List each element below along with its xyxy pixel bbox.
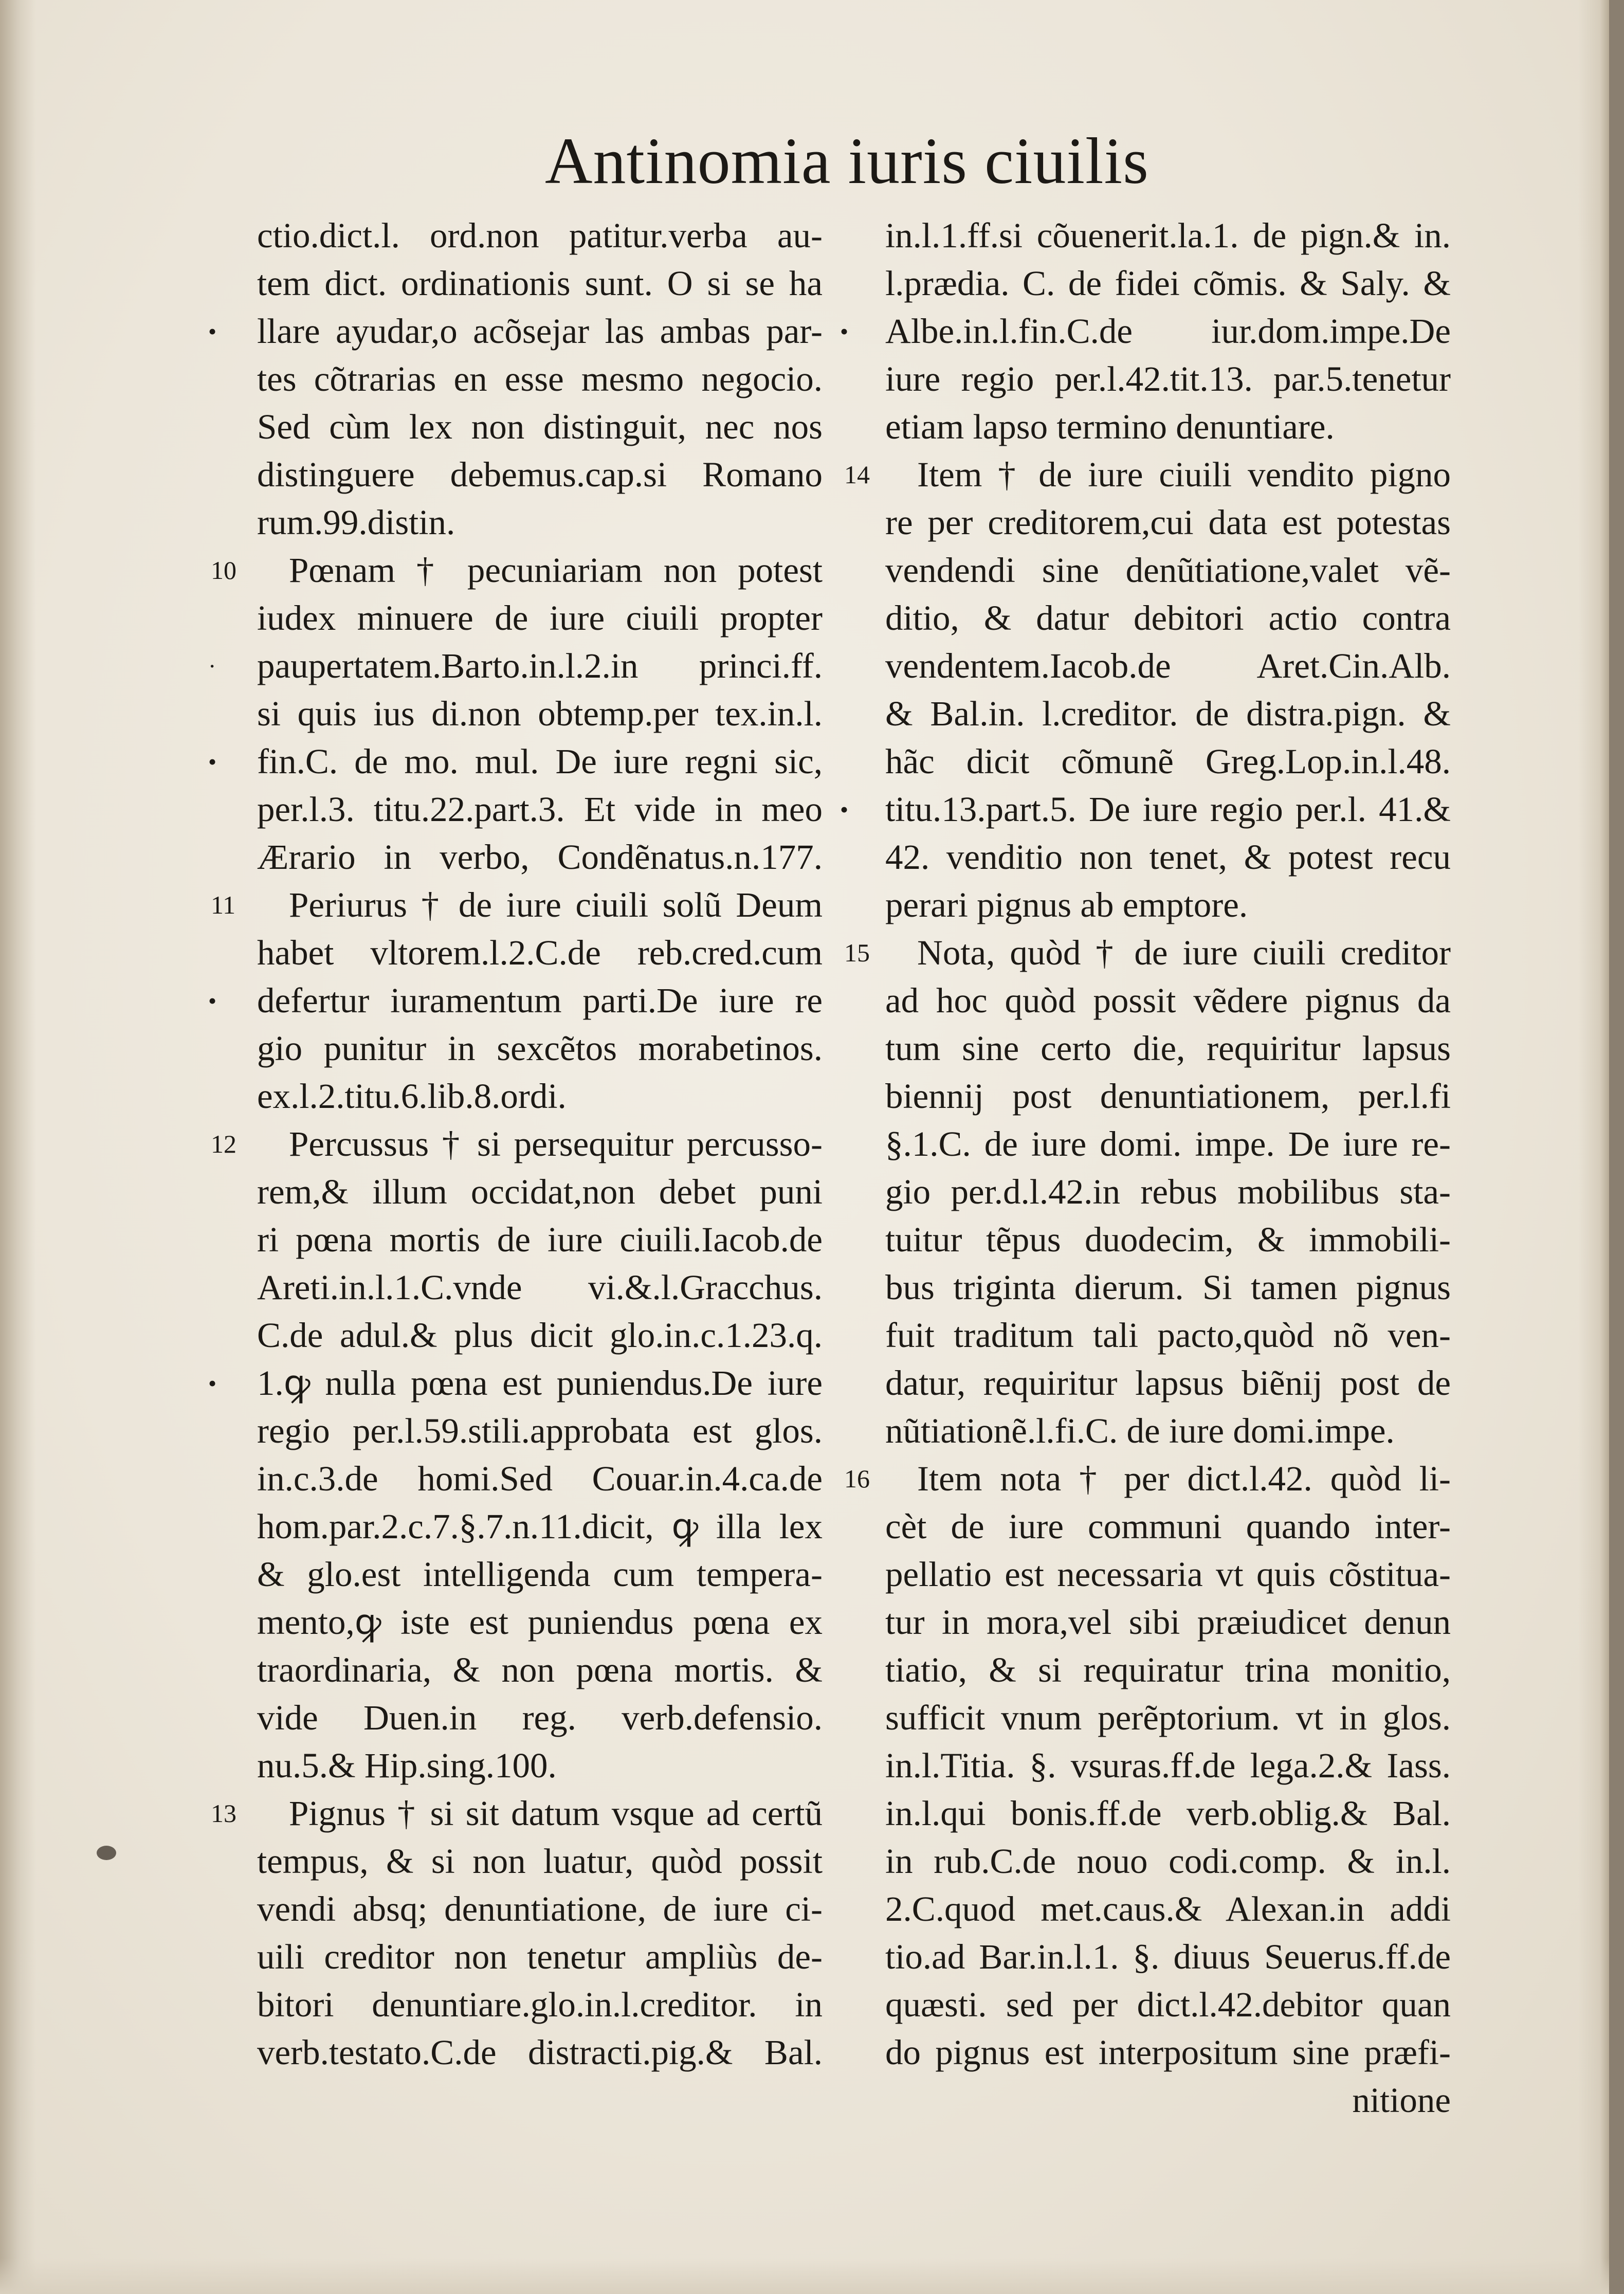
text-line — [257, 833, 823, 881]
text-line — [885, 2077, 1451, 2124]
line-text: 1.ꝙ nulla pœna est puniendus.De iure — [257, 1363, 823, 1403]
line-text: Item nota † per dict.l.42. quòd li- — [917, 1459, 1451, 1498]
text-line — [885, 1885, 1451, 1933]
line-text: & glo.est intelligenda cum tempera- — [257, 1555, 823, 1594]
line-text: in rub.C.de nouo codi.comp. & in.l. — [885, 1842, 1451, 1881]
line-text: bitori denuntiare.glo.in.l.creditor. in — [257, 1985, 823, 2024]
line-text: ex.l.2.titu.6.lib.8.ordi. — [257, 1077, 567, 1116]
text-line — [844, 451, 1451, 499]
line-text: hom.par.2.c.7.§.7.n.11.dicit, ꝙ illa lex — [257, 1507, 823, 1546]
text-line — [885, 2029, 1451, 2077]
line-text: in.c.3.de homi.Sed Couar.in.4.ca.de — [257, 1459, 823, 1498]
text-line — [257, 1168, 823, 1216]
line-text: nũtiationẽ.l.fi.C. de iure domi.impe. — [885, 1411, 1395, 1450]
line-text: do pignus est interpositum sine præfi- — [885, 2033, 1451, 2072]
line-text: sufficit vnum perẽptorium. vt in glos. — [885, 1698, 1451, 1737]
text-line — [257, 1551, 823, 1598]
line-text: gio per.d.l.42.in rebus mobilibus sta- — [885, 1172, 1451, 1211]
text-line — [257, 1694, 823, 1742]
text-line — [257, 1264, 823, 1312]
line-text: quæsti. sed per dict.l.42.debitor quan — [885, 1985, 1451, 2024]
text-line — [257, 1312, 823, 1359]
margin-mark: · — [208, 653, 216, 679]
text-line — [840, 307, 1451, 355]
line-text: rem,& illum occidat,non debet puni — [257, 1172, 823, 1211]
line-text: tio.ad Bar.in.l.1. §. diuus Seuerus.ff.de — [885, 1937, 1451, 1976]
text-line — [885, 690, 1451, 738]
line-text: vendi absq; denuntiatione, de iure ci- — [257, 1889, 823, 1928]
page-gutter-shadow — [0, 0, 36, 2294]
text-line — [257, 1407, 823, 1455]
text-line — [885, 547, 1451, 594]
text-line — [211, 1120, 823, 1168]
text-line — [208, 307, 823, 355]
text-line — [840, 786, 1451, 833]
running-head: Antinomia iuris ciuilis — [545, 124, 1149, 197]
text-line — [257, 1837, 823, 1885]
paragraph-number: 16 — [844, 1464, 870, 1493]
text-line — [885, 642, 1451, 690]
text-line — [885, 1598, 1451, 1646]
line-text: vendendi sine denũtiatione,valet vẽ- — [885, 551, 1451, 590]
text-line — [257, 499, 823, 547]
text-line — [885, 1503, 1451, 1551]
text-line — [885, 738, 1451, 786]
text-line — [844, 1455, 1451, 1503]
text-line — [885, 881, 1451, 929]
line-text: re per creditorem,cui data est potestas — [885, 503, 1451, 542]
text-line — [211, 547, 823, 594]
text-line — [257, 1455, 823, 1503]
line-text: Item † de iure ciuili vendito pigno — [917, 455, 1451, 494]
text-line — [257, 403, 823, 451]
line-text: Periurus † de iure ciuili solũ Deum — [289, 885, 823, 924]
line-text: tempus, & si non luatur, quòd possit — [257, 1842, 823, 1881]
margin-mark: • — [208, 749, 217, 775]
line-text: Albe.in.l.fin.C.de iur.dom.impe.De — [885, 312, 1451, 351]
text-line — [885, 403, 1451, 451]
text-line — [257, 1981, 823, 2029]
text-line — [885, 1120, 1451, 1168]
line-text: Pignus † si sit datum vsque ad certũ — [289, 1794, 823, 1833]
line-text: regio per.l.59.stili.approbata est glos. — [257, 1411, 823, 1450]
text-line — [885, 1646, 1451, 1694]
text-line — [885, 212, 1451, 260]
margin-mark: • — [208, 988, 217, 1014]
text-line — [885, 1072, 1451, 1120]
line-text: 42. venditio non tenet, & potest recu — [885, 838, 1451, 877]
text-line — [257, 1216, 823, 1264]
line-text: fuit traditum tali pacto,quòd nõ ven- — [885, 1316, 1451, 1355]
line-text: Ærario in verbo, Condẽnatus.n.177. — [257, 838, 823, 877]
text-line — [208, 1359, 823, 1407]
line-text: Areti.in.l.1.C.vnde vi.&.l.Gracchus. — [257, 1268, 823, 1307]
line-text: nu.5.& Hip.sing.100. — [257, 1746, 557, 1785]
text-line — [208, 642, 823, 690]
line-text: llare ayudar,o acõsejar las ambas par- — [257, 312, 823, 351]
text-line — [257, 355, 823, 403]
text-line — [211, 881, 823, 929]
line-text: datur, requiritur lapsus biẽnij post de — [885, 1363, 1451, 1403]
line-text: paupertatem.Barto.in.l.2.in princi.ff. — [257, 646, 823, 685]
line-text: ctio.dict.l. ord.non patitur.verba au- — [257, 216, 823, 255]
line-text: cèt de iure communi quando inter- — [885, 1507, 1451, 1546]
text-line — [257, 1503, 823, 1551]
margin-mark: • — [208, 318, 217, 344]
line-text: ditio, & datur debitori actio contra — [885, 598, 1451, 638]
line-text: pellatio est necessaria vt quis cõstitua- — [885, 1555, 1451, 1594]
text-line — [257, 1598, 823, 1646]
text-line — [885, 1264, 1451, 1312]
line-text: Nota, quòd † de iure ciuili creditor — [917, 933, 1451, 972]
text-line — [885, 1359, 1451, 1407]
line-text: l.prædia. C. de fidei cõmis. & Saly. & — [885, 264, 1451, 303]
line-text: tes cõtrarias en esse mesmo negocio. — [257, 359, 823, 398]
line-text: traordinaria, & non pœna mortis. & — [257, 1650, 823, 1689]
line-text: tum sine certo die, requiritur lapsus — [885, 1029, 1451, 1068]
line-text: iure regio per.l.42.tit.13. par.5.tenetur — [885, 359, 1451, 398]
line-text: & Bal.in. l.creditor. de distra.pign. & — [885, 694, 1451, 733]
line-text: vide Duen.in reg. verb.defensio. — [257, 1698, 823, 1737]
text-line — [885, 1168, 1451, 1216]
line-text: §.1.C. de iure domi. impe. De iure re- — [885, 1124, 1451, 1163]
text-line — [885, 499, 1451, 547]
paragraph-number: 11 — [211, 890, 236, 919]
line-text: ri pœna mortis de iure ciuili.Iacob.de — [257, 1220, 823, 1259]
page-edge-right — [1578, 0, 1609, 2294]
line-text: titu.13.part.5. De iure regio per.l. 41.& — [885, 790, 1451, 829]
line-text: gio punitur in sexcẽtos morabetinos. — [257, 1029, 823, 1068]
text-line — [885, 1981, 1451, 2029]
paragraph-number: 12 — [211, 1130, 236, 1158]
text-line — [885, 1742, 1451, 1790]
text-line — [257, 1933, 823, 1981]
line-text: in.l.1.ff.si cõuenerit.la.1. de pign.& in. — [885, 216, 1451, 255]
text-line — [257, 929, 823, 977]
line-text: fin.C. de mo. mul. De iure regni sic, — [257, 742, 823, 781]
line-text: rum.99.distin. — [257, 503, 455, 542]
line-text: Sed cùm lex non distinguit, nec nos — [257, 407, 823, 446]
text-line — [257, 451, 823, 499]
text-line — [257, 260, 823, 307]
text-line — [885, 594, 1451, 642]
line-text: distinguere debemus.cap.si Romano — [257, 455, 823, 494]
line-text: C.de adul.& plus dicit glo.in.c.1.23.q. — [257, 1316, 823, 1355]
line-text: perari pignus ab emptore. — [885, 885, 1248, 924]
text-line — [257, 1025, 823, 1072]
text-line — [211, 1790, 823, 1837]
text-line — [885, 1407, 1451, 1455]
paragraph-number: 14 — [844, 460, 870, 489]
text-line — [257, 690, 823, 738]
left-column — [208, 212, 823, 2077]
line-text: in.l.qui bonis.ff.de verb.oblig.& Bal. — [885, 1794, 1451, 1833]
line-text: etiam lapso termino denuntiare. — [885, 407, 1335, 446]
text-line — [257, 1885, 823, 1933]
text-line — [885, 1694, 1451, 1742]
text-line — [257, 2029, 823, 2077]
line-text: Percussus † si persequitur percusso- — [289, 1124, 823, 1163]
line-text: tuitur tẽpus duodecim, & immobili- — [885, 1220, 1451, 1259]
line-text: 2.C.quod met.caus.& Alexan.in addi — [885, 1889, 1451, 1928]
line-text: tem dict. ordinationis sunt. O si se ha — [257, 264, 823, 303]
right-column — [840, 212, 1451, 2124]
text-line — [257, 786, 823, 833]
line-text: tiatio, & si requiratur trina monitio, — [885, 1650, 1451, 1689]
line-text: vendentem.Iacob.de Aret.Cin.Alb. — [885, 646, 1451, 685]
line-text: habet vltorem.l.2.C.de reb.cred.cum — [257, 933, 823, 972]
line-text: defertur iuramentum parti.De iure re — [257, 981, 823, 1020]
line-text: uili creditor non tenetur ampliùs de- — [257, 1937, 823, 1976]
line-text: mento,ꝙ iste est puniendus pœna ex — [257, 1603, 823, 1642]
line-text: hãc dicit cõmunẽ Greg.Lop.in.l.48. — [885, 742, 1451, 781]
ink-spot — [97, 1846, 116, 1860]
text-line — [257, 1646, 823, 1694]
line-text: ad hoc quòd possit vẽdere pignus da — [885, 981, 1451, 1020]
paragraph-number: 13 — [211, 1799, 236, 1828]
margin-mark: • — [840, 796, 849, 823]
text-line — [257, 594, 823, 642]
text-line — [257, 1072, 823, 1120]
line-text: per.l.3. titu.22.part.3. Et vide in meo — [257, 790, 823, 829]
text-line — [257, 212, 823, 260]
text-line — [885, 1025, 1451, 1072]
text-line — [885, 1790, 1451, 1837]
text-line — [885, 1551, 1451, 1598]
margin-mark: • — [840, 318, 849, 344]
text-line — [885, 833, 1451, 881]
text-line — [885, 977, 1451, 1025]
text-line — [885, 260, 1451, 307]
text-line — [885, 1216, 1451, 1264]
paragraph-number: 15 — [844, 938, 870, 967]
line-text: si quis ius di.non obtemp.per tex.in.l. — [257, 694, 823, 733]
margin-mark: • — [208, 1370, 217, 1396]
page-edge-bottom — [0, 2258, 1609, 2294]
text-line — [885, 355, 1451, 403]
line-text: Pœnam † pecuniariam non potest — [289, 551, 823, 590]
line-text: tur in mora,vel sibi præiudicet denun — [885, 1603, 1451, 1642]
text-line — [257, 1742, 823, 1790]
paragraph-number: 10 — [211, 556, 236, 585]
line-text: nitione — [1352, 2081, 1451, 2120]
line-text: in.l.Titia. §. vsuras.ff.de lega.2.& Iass. — [885, 1746, 1451, 1785]
line-text: iudex minuere de iure ciuili propter — [257, 598, 823, 638]
text-line — [885, 1933, 1451, 1981]
line-text: biennij post denuntiationem, per.l.fi — [885, 1077, 1451, 1116]
text-line — [208, 738, 823, 786]
line-text: bus triginta dierum. Si tamen pignus — [885, 1268, 1451, 1307]
text-line — [885, 1312, 1451, 1359]
line-text: verb.testato.C.de distracti.pig.& Bal. — [257, 2033, 823, 2072]
text-line — [885, 1837, 1451, 1885]
text-line — [844, 929, 1451, 977]
text-line — [208, 977, 823, 1025]
